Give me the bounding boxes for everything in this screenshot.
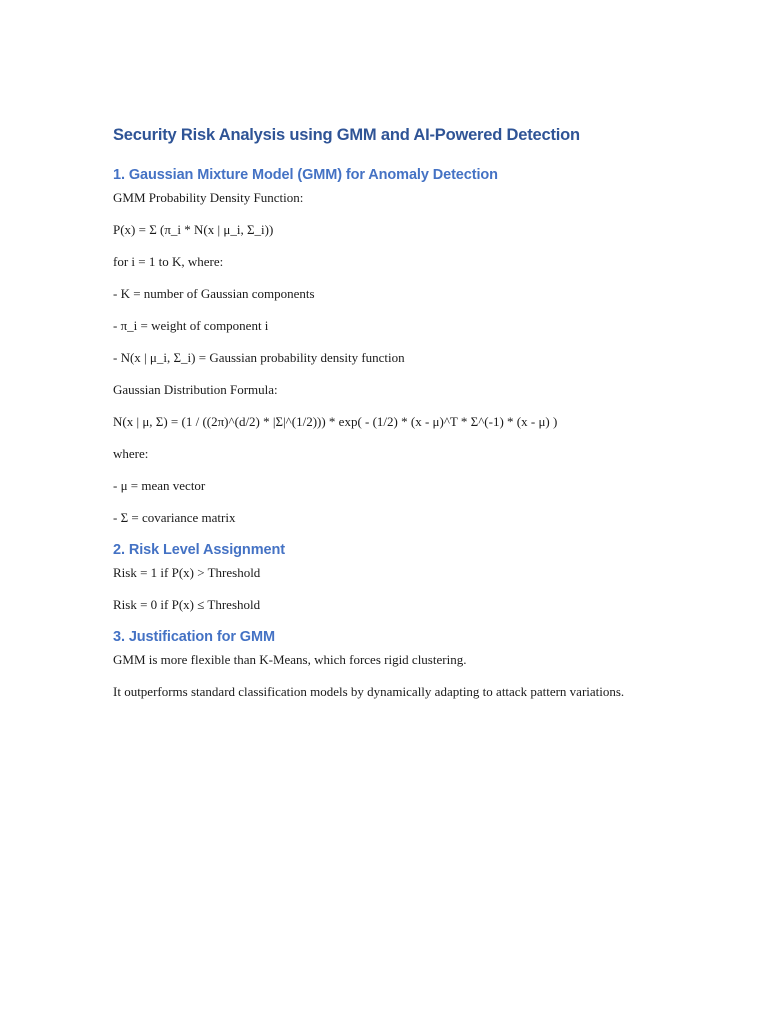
paragraph: Gaussian Distribution Formula: (113, 382, 278, 397)
paragraph: where: (113, 446, 149, 461)
section-justification (113, 627, 653, 701)
list-item: - K = number of Gaussian components (113, 286, 315, 301)
formula-line: N(x | μ, Σ) = (1 / ((2π)^(d/2) * |Σ|^(1/2))) * exp( - (1/2) * (x - μ)^T * Σ^(-1) * (x - μ) ) (113, 414, 558, 429)
paragraph: GMM Probability Density Function: (113, 190, 304, 205)
paragraph: GMM is more flexible than K-Means, which forces rigid clustering. (113, 652, 467, 667)
section-heading: 2. Risk Level Assignment (113, 542, 285, 558)
list-item: - μ = mean vector (113, 478, 206, 493)
formula-line: P(x) = Σ (π_i * N(x | μ_i, Σ_i)) (113, 222, 274, 237)
paragraph: for i = 1 to K, where: (113, 254, 224, 269)
paragraph: Risk = 1 if P(x) > Threshold (113, 565, 261, 580)
list-item: - Σ = covariance matrix (113, 510, 236, 525)
section-gmm (113, 165, 653, 527)
document-page (113, 124, 653, 714)
section-risk-level (113, 540, 653, 614)
section-heading: 1. Gaussian Mixture Model (GMM) for Anomaly Detection (113, 167, 498, 183)
list-item: - N(x | μ_i, Σ_i) = Gaussian probability density function (113, 350, 405, 365)
list-item: - π_i = weight of component i (113, 318, 269, 333)
section-heading: 3. Justification for GMM (113, 629, 275, 645)
paragraph: Risk = 0 if P(x) ≤ Threshold (113, 597, 261, 612)
paragraph: It outperforms standard classification models by dynamically adapting to attack pattern variations. (113, 684, 625, 699)
document-title: Security Risk Analysis using GMM and AI-Powered Detection (113, 126, 580, 144)
